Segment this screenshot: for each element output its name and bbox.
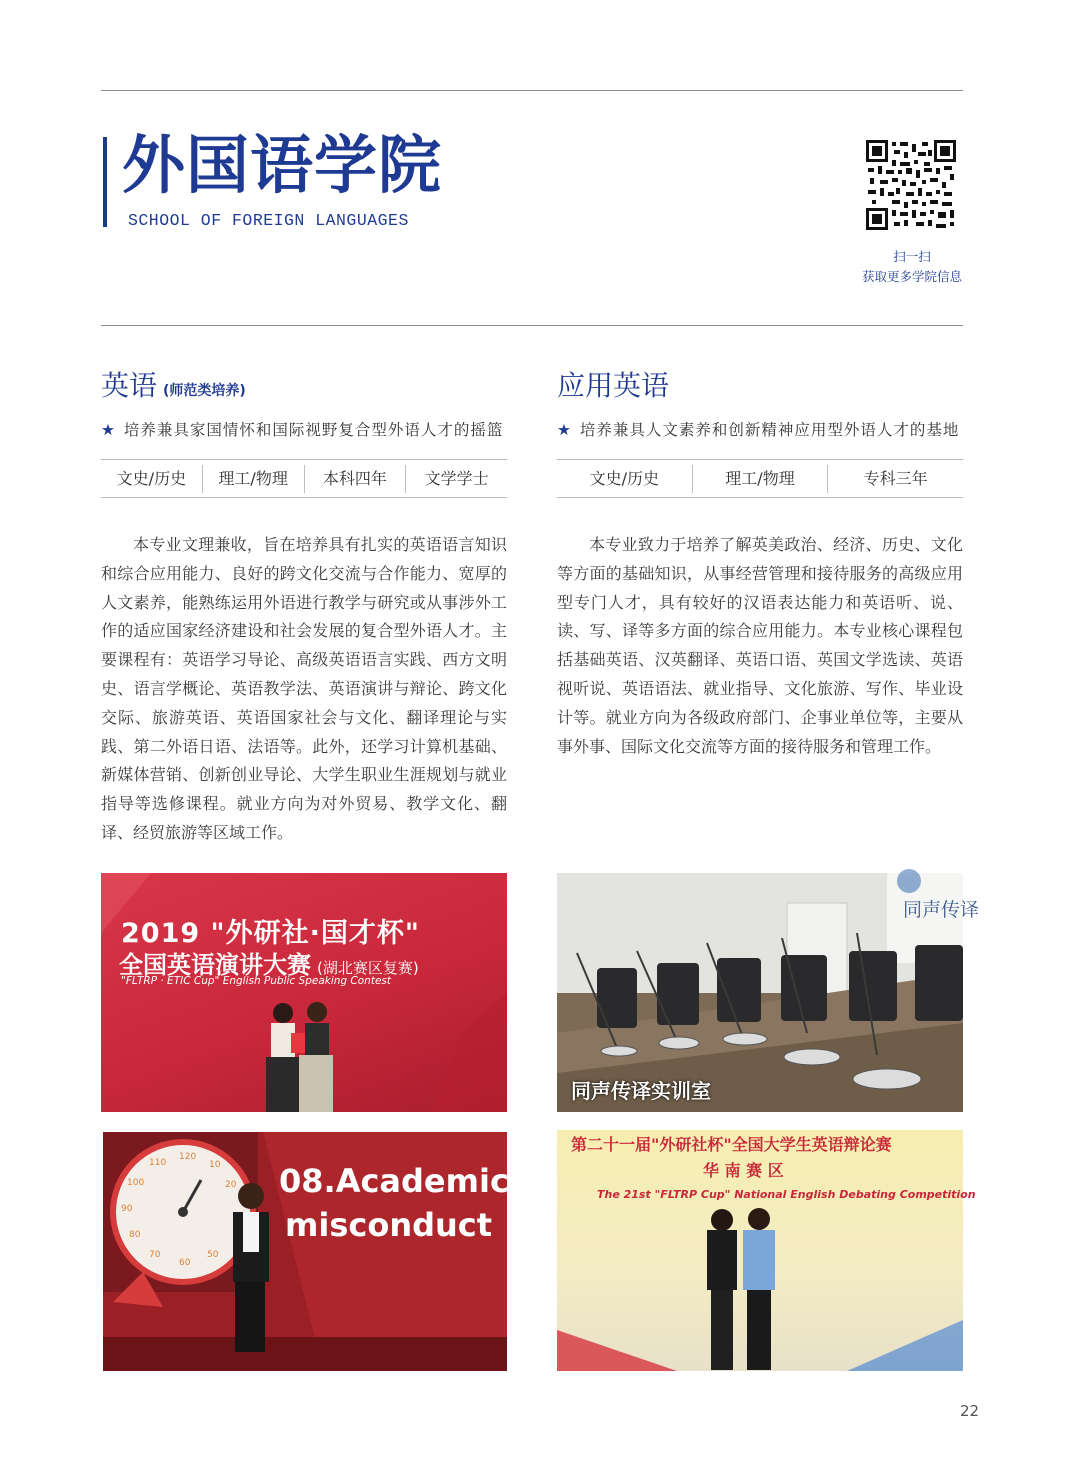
qr-code-icon[interactable]	[866, 140, 956, 230]
major-description-applied-english: 本专业致力于培养了解英美政治、经济、历史、文化等方面的基础知识，从事经营管理和接待服务的高级应用型专门人才，具有较好的汉语表达能力和英语听、说、读、写、译等多方面的综合应用能力。本专业核心课程包括基础英语、汉英翻译、英语口语、英国文学选读、英语视听说、英语语法、就业指导、文化旅游、写作、毕业设计等。就业方向为各级政府部门、企事业单位等，主要从事外事、国际文化交流等方面的接待服务和管理工作。	[557, 535, 963, 756]
major-note: (师范类培养)	[163, 383, 246, 399]
photo-academic-misconduct	[103, 1132, 507, 1371]
photo-debating-competition	[557, 1130, 976, 1371]
tag-degree: 文学学士	[405, 465, 507, 493]
tag-subject-physics: 理工/物理	[692, 465, 828, 493]
qr-caption-scan: 扫一扫	[893, 249, 931, 264]
dial-number: 80	[129, 1230, 141, 1240]
page-subtitle: SCHOOL OF FOREIGN LANGUAGES	[128, 211, 409, 230]
motto-text: 培养兼具人文素养和创新精神应用型外语人才的基地	[579, 421, 960, 439]
major-tags-applied-english	[557, 459, 963, 498]
tag-duration: 专科三年	[827, 465, 963, 493]
dial-number: 90	[121, 1204, 133, 1214]
contest-title-region: (湖北赛区复赛)	[317, 959, 419, 977]
major-description-english: 本专业文理兼收，旨在培养具有扎实的英语语言知识和综合应用能力、良好的跨文化交流与合作能力、宽厚的人文素养，能熟练运用外语进行教学与研究或从事涉外工作的适应国家经济建设和社会发展的复合型外语人才。主要课程有：英语学习导论、高级英语语言实践、西方文明史、语言学概论、英语教学法、英语演讲与辩论、跨文化交际、旅游英语、英语国家社会与文化、翻译理论与实践、第二外语日语、法语等。此外，还学习计算机基础、新媒体营销、创新创业导论、大学生职业生涯规划与就业指导等选修课程。就业方向为对外贸易、教学文化、翻译、经贸旅游等区域工作。	[101, 535, 507, 842]
major-motto-applied-english	[557, 418, 959, 440]
lab-wall-text: 同声传译	[903, 899, 980, 921]
motto-text: 培养兼具家国情怀和国际视野复合型外语人才的摇篮	[123, 421, 504, 439]
star-icon: ★	[557, 421, 572, 439]
top-rule	[101, 90, 963, 91]
major-name: 应用英语	[557, 369, 670, 402]
dial-number: 120	[179, 1152, 197, 1162]
major-motto-english	[101, 418, 503, 440]
page-number: 22	[960, 1402, 980, 1420]
header-rule	[101, 325, 963, 326]
photo-caption-lab: 同声传译实训室	[571, 1079, 711, 1103]
tag-subject-physics: 理工/物理	[202, 465, 304, 493]
dial-number: 110	[149, 1158, 167, 1168]
debate-title-line1: 第二十一届"外研社杯"全国大学生英语辩论赛	[571, 1135, 892, 1154]
debate-title-line2: 华 南 赛 区	[703, 1161, 784, 1180]
star-icon: ★	[101, 421, 116, 439]
dial-number: 70	[149, 1250, 161, 1260]
dial-number: 50	[207, 1250, 219, 1260]
tag-duration: 本科四年	[304, 465, 406, 493]
dial-number: 20	[225, 1180, 237, 1190]
tag-subject-history: 文史/历史	[116, 468, 187, 488]
page-title: 外国语学院	[122, 129, 442, 202]
major-name: 英语	[101, 369, 158, 402]
title-accent-bar	[103, 137, 107, 227]
major-title-applied-english	[557, 368, 669, 404]
major-tags-english	[101, 459, 507, 498]
photo-speech-contest	[101, 873, 507, 1112]
qr-caption-info: 获取更多学院信息	[861, 269, 962, 284]
major-title-english	[101, 368, 246, 409]
contest-title-main: 全国英语演讲大赛	[119, 951, 311, 979]
dial-number: 100	[127, 1178, 145, 1188]
dial-number: 60	[179, 1258, 191, 1268]
slide-text-line1: 08.Academic	[279, 1162, 509, 1200]
contest-title-line1: 2019 "外研社·国才杯"	[121, 918, 420, 949]
dial-number: 10	[209, 1160, 221, 1170]
tag-subject-history: 文史/历史	[589, 468, 660, 488]
speech-contest-scene	[101, 873, 507, 1112]
photo-interpretation-lab	[557, 873, 980, 1112]
slide-text-line2: misconduct	[285, 1206, 493, 1244]
contest-title-english: "FLTRP · ETIC Cup" English Public Speaking Contest	[121, 975, 391, 987]
dial-numbers	[103, 1132, 263, 1292]
debate-title-english: The 21st "FLTRP Cup" National English Debating Competition	[597, 1188, 976, 1201]
